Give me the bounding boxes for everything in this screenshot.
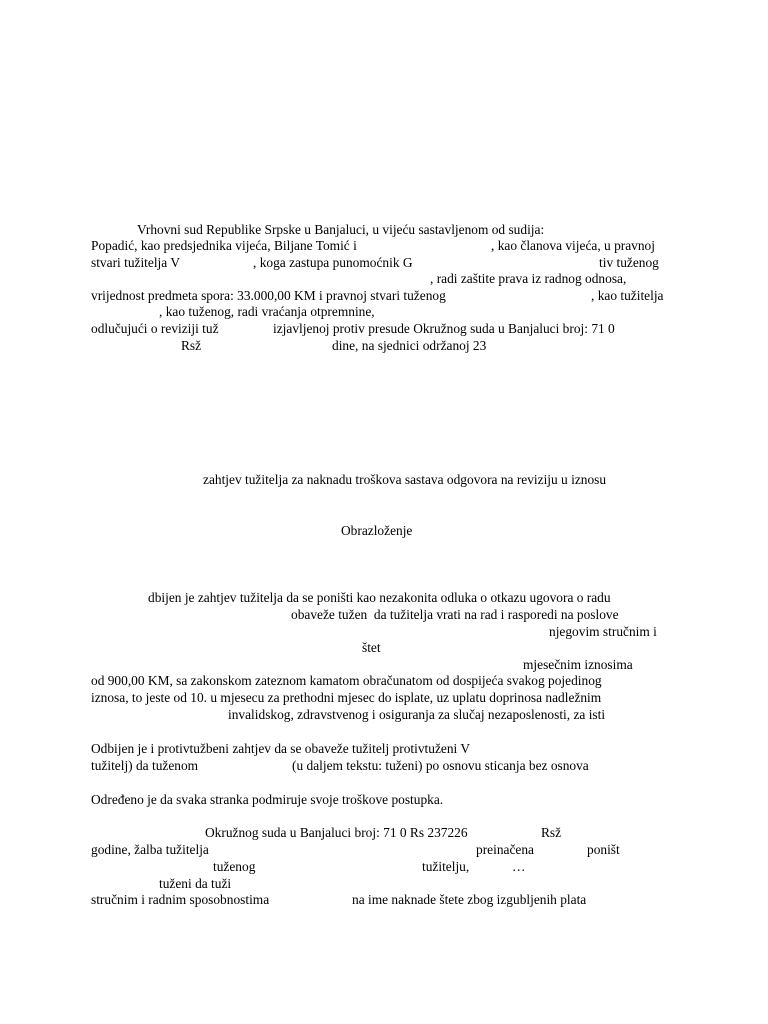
para4-line-4: tuženi da tuži bbox=[159, 876, 232, 891]
intro-line-3b: , koga zastupa punomoćnik G bbox=[253, 255, 413, 270]
para4-line-2c: poništ bbox=[587, 842, 620, 857]
para1-line-5: mjesečnim iznosima bbox=[523, 657, 633, 672]
para1-line-3: njegovim stručnim i bbox=[549, 624, 657, 639]
section-heading: Obrazloženje bbox=[341, 523, 413, 538]
para4-line-1a: Okružnog suda u Banjaluci broj: 71 0 Rs 237226 bbox=[205, 825, 468, 840]
intro-line-5a: vrijednost predmeta spora: 33.000,00 KM i pravnoj stvari tuženog bbox=[91, 288, 446, 303]
para4-line-3a: tuženog bbox=[213, 859, 256, 874]
para1-line-2: obaveže tužen da tužitelja vrati na rad i rasporedi na poslove bbox=[291, 607, 619, 622]
para4-line-5b: na ime naknade štete zbog izgubljenih plata bbox=[352, 892, 587, 907]
intro-line-8b: dine, na sjednici održanoj 23 bbox=[332, 338, 487, 353]
para2-line-2a: tužitelj) da tuženom bbox=[91, 758, 199, 773]
intro-line-3c: tiv tuženog bbox=[599, 255, 659, 270]
para2-line-1: Odbijen je i protivtužbeni zahtjev da se obaveže tužitelj protivtuženi V bbox=[91, 741, 471, 756]
para1-line-1: dbijen je zahtjev tužitelja da se poništi kao nezakonita odluka o otkazu ugovora o radu bbox=[148, 590, 611, 605]
para3-line-1: Određeno je da svaka stranka podmiruje svoje troškove postupka. bbox=[91, 792, 444, 807]
intro-line-1: Vrhovni sud Republike Srpske u Banjaluci, u vijeću sastavljenom od sudija: bbox=[137, 222, 545, 237]
intro-line-6: , kao tuženog, radi vraćanja otpremnine, bbox=[159, 304, 375, 319]
para4-line-5a: stručnim i radnim sposobnostima bbox=[91, 892, 270, 907]
para4-line-2b: preinačena bbox=[476, 842, 534, 857]
para4-line-3b: tužitelju, bbox=[422, 859, 470, 874]
para1-line-7: iznosa, to jeste od 10. u mjesecu za prethodni mjesec do isplate, uz uplatu doprinosa nadležnim bbox=[91, 690, 602, 705]
para4-line-2a: godine, žalba tužitelja bbox=[91, 842, 209, 857]
para4-line-3c: … bbox=[512, 859, 526, 874]
para1-line-6: od 900,00 KM, sa zakonskom zateznom kamatom obračunatom od dospijeća svakog pojedinog bbox=[91, 673, 602, 688]
intro-line-3a: stvari tužitelja V bbox=[91, 255, 181, 270]
para1-line-8: invalidskog, zdravstvenog i osiguranja za slučaj nezaposlenosti, za isti bbox=[228, 707, 606, 722]
para4-line-1b: Rsž bbox=[541, 825, 562, 840]
intro-line-7b: izjavljenoj protiv presude Okružnog suda u Banjaluci broj: 71 0 bbox=[273, 321, 615, 336]
intro-line-5b: , kao tužitelja bbox=[591, 288, 664, 303]
intro-line-7a: odlučujući o reviziji tuž bbox=[91, 321, 219, 336]
intro-line-4: , radi zaštite prava iz radnog odnosa, bbox=[430, 271, 627, 286]
intro-line-8a: Rsž bbox=[181, 338, 202, 353]
intro-line-2a: Popadić, kao predsjednika vijeća, Biljane Tomić i bbox=[91, 238, 357, 253]
para2-line-2b: (u daljem tekstu: tuženi) po osnovu sticanja bez osnova bbox=[292, 758, 589, 773]
intro-line-2b: , kao članova vijeća, u pravnoj bbox=[491, 238, 655, 253]
para1-line-4: štet bbox=[362, 640, 381, 655]
decision-line-1: zahtjev tužitelja za naknadu troškova sastava odgovora na reviziju u iznosu bbox=[203, 472, 607, 487]
